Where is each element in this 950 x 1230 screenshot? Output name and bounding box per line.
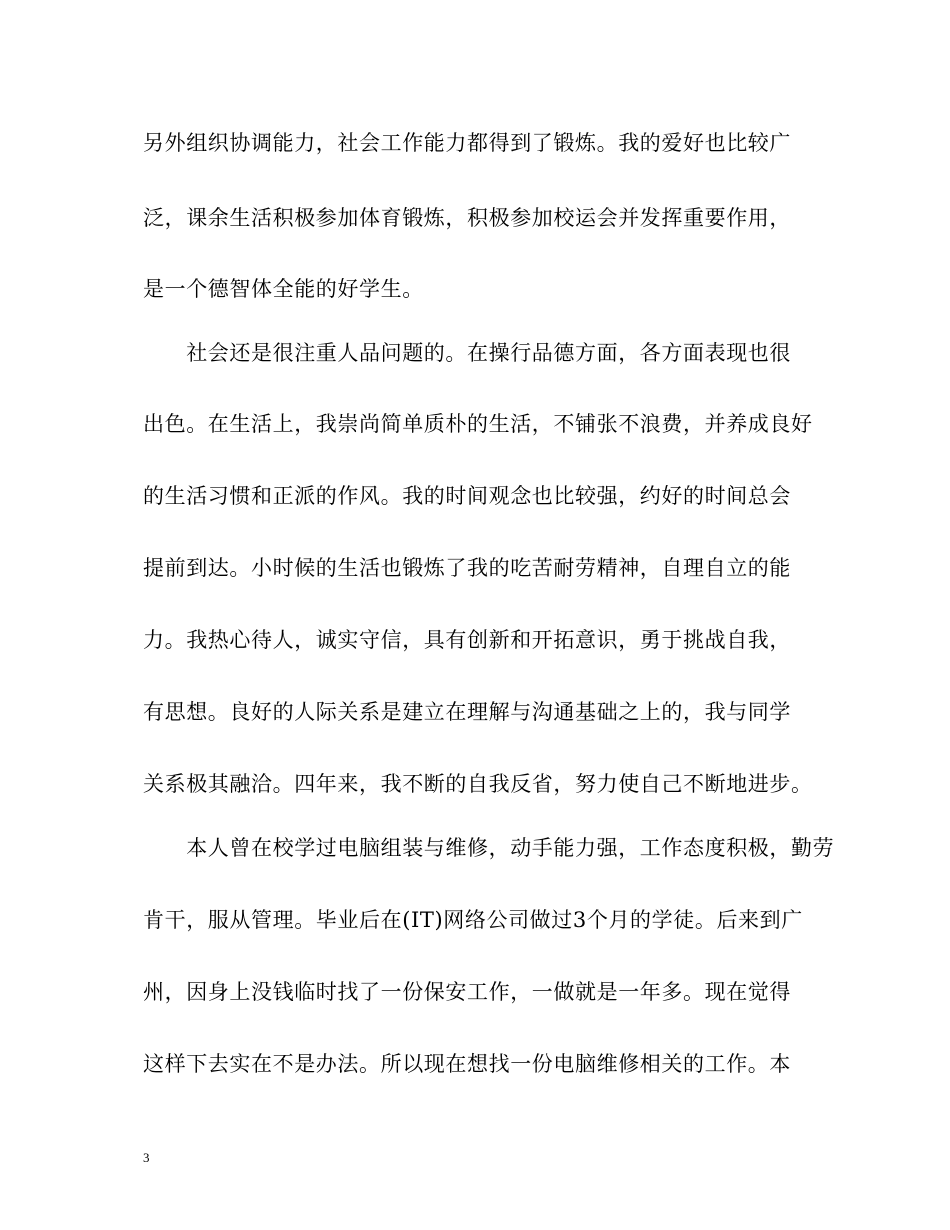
text-line: 这样下去实在不是办法。所以现在想找一份电脑维修相关的工作。本 <box>143 1052 791 1076</box>
text-line: 肯干，服从管理。毕业后在(IT)网络公司做过3个月的学徒。后来到广 <box>143 908 803 932</box>
text-line: 出色。在生活上，我崇尚简单质朴的生活，不铺张不浪费，并养成良好 <box>143 412 813 436</box>
text-line: 另外组织协调能力，社会工作能力都得到了锻炼。我的爱好也比较广 <box>143 131 791 155</box>
text-line: 提前到达。小时候的生活也锻炼了我的吃苦耐劳精神，自理自立的能 <box>143 556 791 580</box>
text-line: 关系极其融洽。四年来，我不断的自我反省，努力使自己不断地进步。 <box>143 772 813 796</box>
text-line: 是一个德智体全能的好学生。 <box>143 277 424 301</box>
page-number: 3 <box>143 1150 150 1165</box>
text-line: 本人曾在校学过电脑组装与维修，动手能力强，工作态度积极，勤劳 <box>143 836 835 860</box>
text-line: 州，因身上没钱临时找了一份保安工作，一做就是一年多。现在觉得 <box>143 980 791 1004</box>
text-line: 有思想。良好的人际关系是建立在理解与沟通基础之上的，我与同学 <box>143 700 791 724</box>
text-line: 泛，课余生活积极参加体育锻炼，积极参加校运会并发挥重要作用， <box>143 206 791 230</box>
text-line: 社会还是很注重人品问题的。在操行品德方面，各方面表现也很 <box>143 341 791 365</box>
text-line: 力。我热心待人，诚实守信，具有创新和开拓意识，勇于挑战自我， <box>143 628 791 652</box>
text-line: 的生活习惯和正派的作风。我的时间观念也比较强，约好的时间总会 <box>143 484 791 508</box>
